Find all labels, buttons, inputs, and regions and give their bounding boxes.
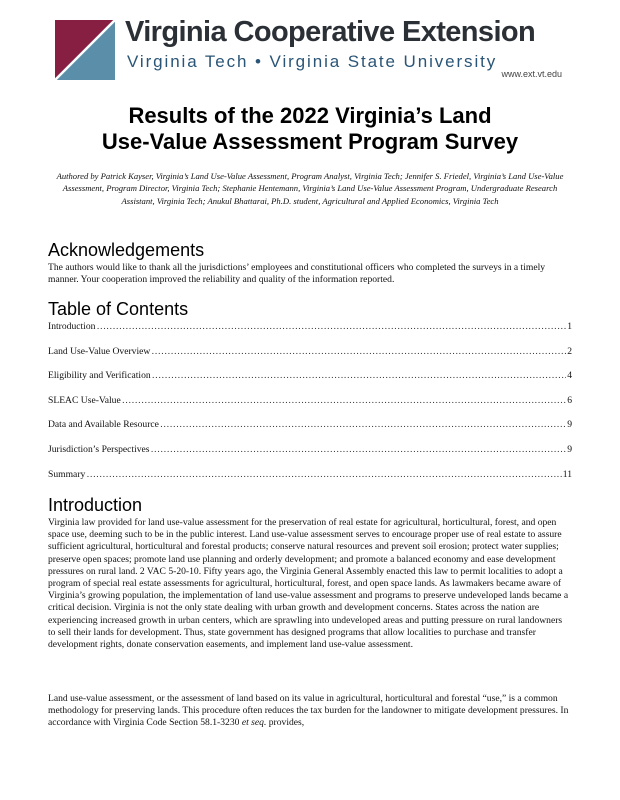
toc-dot-leader [86,469,561,480]
introduction-paragraph-1: Virginia law provided for land use-value assessment for the preservation of real estate for agricultural, horticultural, forest, and open space use, deeming such to be in the public interest. Land use-value assessment serves to encourage proper use of real estate to assure sufficient agricultural, horticultural and forestal products; conserve natural resources and prevent soil erosion; protect water supplies; preserve open spaces; promote land use planning and orderly development; and promote a balanced economy and ease development pressures on rural land. 2 VAC 5-20-10. Fifty years ago, the Virginia General Assembly enacted this law to permit localities to adopt a program of special real estate assessments for agricultural, horticultural, forest, and open space lands. As lawmakers became aware of Virginia’s growing population, the implementation of land use-value assessment and programs to preserve undeveloped lands became a critical decision. Virginia is not the only state dealing with urban growth and development concerns. States across the nation are experiencing increased growth in urban centers, which are sprawling into undeveloped areas and putting pressure on rural landowners to sell their lands for development. Thus, state government has designed programs that allow localities to purchase and transfer development rights, donate conservation easements, and implement land use-value assessment. [48,517,569,651]
toc-entry[interactable] [48,321,572,346]
author-credits: Authored by Patrick Kayser, Virginia’s Land Use-Value Assessment, Program Analyst, Virginia Tech; Jennifer S. Friedel, Virginia’s Land Use-Value Assessment, Program Director, Virginia Tech; Stephanie Hentemann, Virginia’s Land Use-Value Assessment Program, Undergraduate Research Assistant, Virginia Tech; Anukul Bhattarai, Ph.D. student, Agricultural and Applied Economics, Virginia Tech [56,171,564,206]
toc-entry-page-number: 11 [562,468,572,480]
toc-entry-page-number: 9 [567,443,572,455]
toc-entry-label: Eligibility and Verification [48,370,151,382]
toc-heading: Table of Contents [48,299,189,319]
toc-dot-leader [160,419,566,430]
university-names: Virginia Tech • Virginia State University [127,52,498,71]
toc-entry[interactable] [48,444,572,469]
toc-entry-page-number: 2 [567,345,572,357]
toc-dot-leader [122,395,566,406]
toc-entry-page-number: 1 [567,321,572,332]
intro-p2-text-start: Land use-value assessment, or the assessment of land based on its value in agricultural, horticultural and forestal “use,” is a common methodology for preserving lands. This procedure often reduces the tax burden for the landowner to mitigate development pressures. In accordance with Virginia Code Section 58.1-3230 [48,693,569,729]
toc-entry-label: Data and Available Resource [48,419,159,431]
toc-entry[interactable] [48,395,572,420]
acknowledgements-heading: Acknowledgements [48,240,205,260]
brand-name: Virginia Cooperative Extension [125,16,536,48]
toc-dot-leader [151,346,566,357]
extension-header [55,16,565,82]
toc-entry-label: Jurisdiction’s Perspectives [48,443,150,455]
toc-entry-page-number: 4 [567,370,572,382]
toc-entry[interactable] [48,469,572,494]
introduction-paragraph-2 [48,693,572,730]
vce-logo-icon [55,20,115,80]
toc-entry[interactable] [48,370,572,395]
intro-p2-italic: et seq. [241,717,267,729]
toc-entry-page-number: 9 [567,419,572,431]
table-of-contents [48,321,572,493]
toc-dot-leader [96,321,566,332]
title-line-2: Use-Value Assessment Program Survey [101,129,519,154]
website-url[interactable]: www.ext.vt.edu [501,69,562,79]
document-title [0,103,620,155]
toc-dot-leader [151,444,567,455]
toc-dot-leader [152,370,567,381]
introduction-heading: Introduction [48,495,143,515]
toc-entry[interactable] [48,419,572,444]
toc-entry-label: SLEAC Use-Value [48,394,121,406]
toc-entry-page-number: 6 [567,394,572,406]
title-line-1: Results of the 2022 Virginia’s Land [128,103,492,128]
toc-entry-label: Summary [48,468,86,480]
toc-entry[interactable] [48,346,572,371]
toc-entry-label: Introduction [48,321,96,332]
acknowledgements-text: The authors would like to thank all the jurisdictions’ employees and constitutional officers who completed the surveys in a timely manner. Your cooperation improved the reliability and quality of the information reported. [48,262,546,286]
toc-entry-label: Land Use-Value Overview [48,345,151,357]
intro-p2-text-end: provides, [266,717,305,729]
